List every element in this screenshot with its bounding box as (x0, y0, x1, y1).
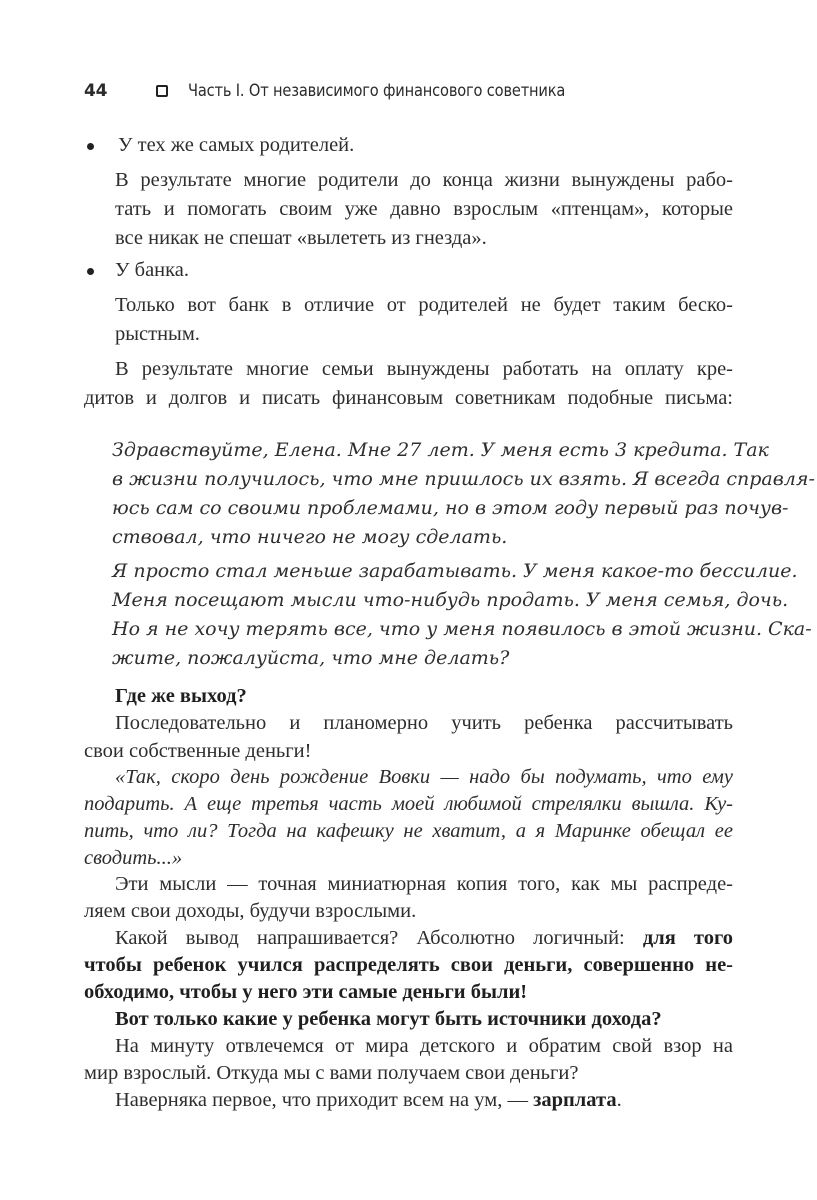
quote-line: подарить. А еще третья часть моей любимой стрелялки вышла. Ку- (84, 793, 733, 815)
chapter-title: Часть I. От независимого финансового советника (188, 81, 566, 101)
text-line: ляем свои доходы, будучи взрослыми. (84, 900, 417, 922)
text-line: свои собственные деньги! (84, 740, 312, 762)
text-line: мир взрослый. Откуда мы с вами получаем свои деньги? (84, 1062, 579, 1084)
square-bullet-icon (156, 85, 168, 97)
text-run: Наверняка первое, что приходит всем на ум, — (115, 1089, 534, 1111)
text-line (84, 978, 527, 1007)
text-run: Какой вывод напрашивается? Абсолютно логичный: (115, 927, 643, 949)
section-heading-text: Где же выход? (115, 685, 247, 707)
text-line: Эти мысли — точная миниатюрная копия того, как мы распреде- (115, 873, 733, 895)
bold-run: для того (642, 927, 734, 949)
text-line: все никак не спешат «вылететь из гнезда». (115, 227, 487, 249)
text-line (84, 951, 733, 980)
bold-run: обходимо, чтобы у него эти самые деньги были! (84, 981, 528, 1003)
bold-run: зарплата (533, 1089, 617, 1111)
text-line (115, 924, 733, 953)
quote-line: «Так, скоро день рождение Вовки — надо бы подумать, что ему (115, 766, 733, 788)
bullet-icon (87, 268, 94, 275)
running-head (84, 78, 627, 104)
bullet-icon (87, 143, 94, 150)
text-line: Последовательно и планомерно учить ребенка рассчитывать (115, 712, 733, 734)
bold-run: чтобы ребенок учился распределять свои деньги, совершенно не- (84, 954, 733, 976)
text-line: тать и помогать своим уже давно взрослым «птенцам», которые (115, 198, 733, 220)
text-line: Только вот банк в отличие от родителей не будет таким беско- (115, 294, 733, 316)
letter-line: Я просто стал меньше зарабатывать. У меня какое-то бессилие. (112, 560, 798, 582)
text-line (115, 1086, 622, 1115)
page-number: 44 (84, 81, 108, 101)
text-line: рыстным. (115, 323, 200, 345)
letter-line: юсь сам со своими проблемами, но в этом году первый раз почув- (112, 497, 789, 519)
quote-line: сводить...» (84, 847, 183, 869)
bold-run: Вот только какие у ребенка могут быть источники дохода? (115, 1008, 662, 1030)
text-run: . (616, 1089, 622, 1111)
letter-line: Здравствуйте, Елена. Мне 27 лет. У меня есть 3 кредита. Так (112, 439, 769, 461)
letter-line: в жизни получилось, что мне пришлось их взять. Я всегда справля- (112, 468, 815, 490)
bullet-label: У банка. (115, 259, 190, 281)
letter-line: жите, пожалуйста, что мне делать? (112, 647, 510, 669)
section-heading (115, 682, 247, 711)
letter-line: ствовал, что ничего не могу сделать. (112, 526, 508, 548)
text-line: В результате многие семьи вынуждены работать на оплату кре- (115, 358, 733, 380)
text-line: дитов и долгов и писать финансовым советникам подобные письма: (84, 387, 733, 409)
text-line: На минуту отвлечемся от мира детского и обратим свой взор на (115, 1035, 733, 1057)
text-line: В результате многие родители до конца жизни вынуждены рабо- (115, 169, 733, 191)
quote-line: пить, что ли? Тогда на кафешку не хватит, а я Маринке обещал ее (84, 820, 733, 842)
letter-line: Меня посещают мысли что-нибудь продать. У меня семья, дочь. (112, 589, 789, 611)
bullet-label: У тех же самых родителей. (118, 134, 355, 156)
text-line (115, 1005, 662, 1034)
letter-line: Но я не хочу терять все, что у меня появилось в этой жизни. Ска- (112, 618, 812, 640)
